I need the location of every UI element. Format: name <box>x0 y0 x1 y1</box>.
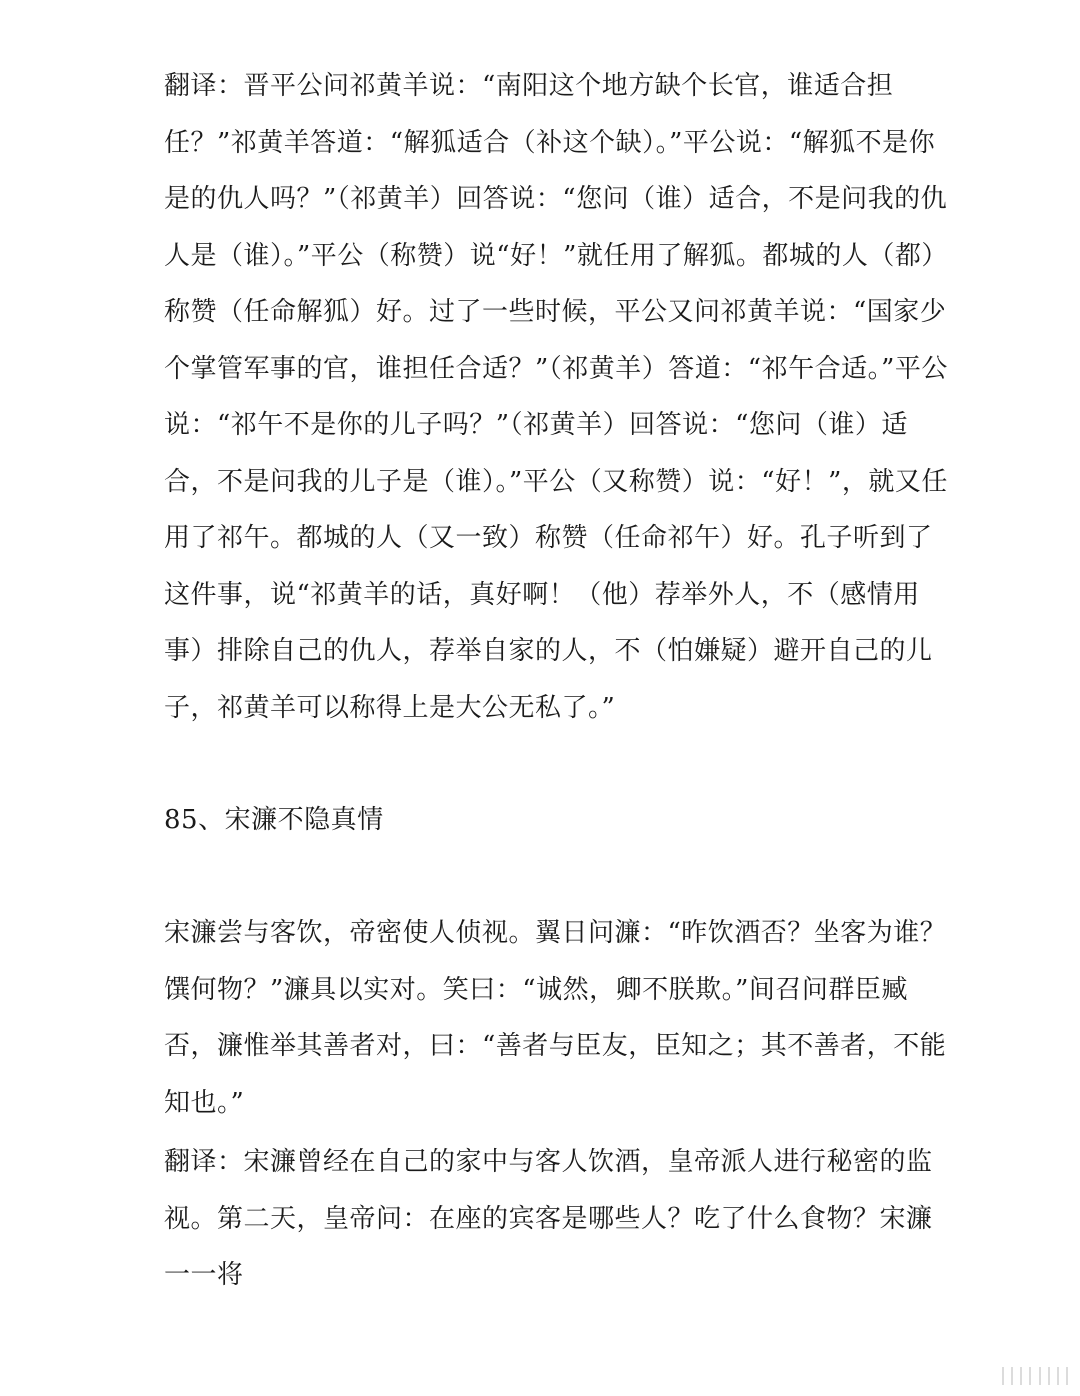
translation-paragraph-qi-huangyang: 翻译：晋平公问祁黄羊说：“南阳这个地方缺个长官，谁适合担任？”祁黄羊答道：“解狐适合（补这个缺）。”平公说：“解狐不是你是的仇人吗？”（祁黄羊）回答说：“您问（谁）适合，不是问我的仇人是（谁）。”平公（称赞）说“好！”就任用了解狐。都城的人（都）称赞（任命解狐）好。过了一些时候，平公又问祁黄羊说：“国家少个掌管军事的官，谁担任合适？”（祁黄羊）答道：“祁午合适。”平公说：“祁午不是你的儿子吗？”（祁黄羊）回答说：“您问（谁）适合，不是问我的儿子是（谁）。”平公（又称赞）说：“好！”，就又任用了祁午。都城的人（又一致）称赞（任命祁午）好。孔子听到了这件事，说“祁黄羊的话，真好啊！（他）荐举外人，不（感情用事）排除自己的仇人，荐举自家的人，不（怕嫌疑）避开自己的儿子，祁黄羊可以称得上是大公无私了。” <box>164 71 948 723</box>
translation-paragraph-song-lian: 翻译：宋濂曾经在自己的家中与客人饮酒，皇帝派人进行秘密的监视。第二天，皇帝问：在座的宾客是哪些人？吃了什么食物？宋濂一一将 <box>164 1147 933 1290</box>
watermark-bars <box>1002 1366 1068 1386</box>
classical-text-paragraph-song-lian: 宋濂尝与客饮，帝密使人侦视。翼日问濂：“昨饮酒否？坐客为谁？馔何物？”濂具以实对。笑曰：“诚然，卿不朕欺。”间召问群臣臧否，濂惟举其善者对，曰：“善者与臣友，臣知之；其不善者，不能知也。” <box>164 918 947 1118</box>
section-heading: 85、宋濂不隐真情 <box>164 805 384 835</box>
